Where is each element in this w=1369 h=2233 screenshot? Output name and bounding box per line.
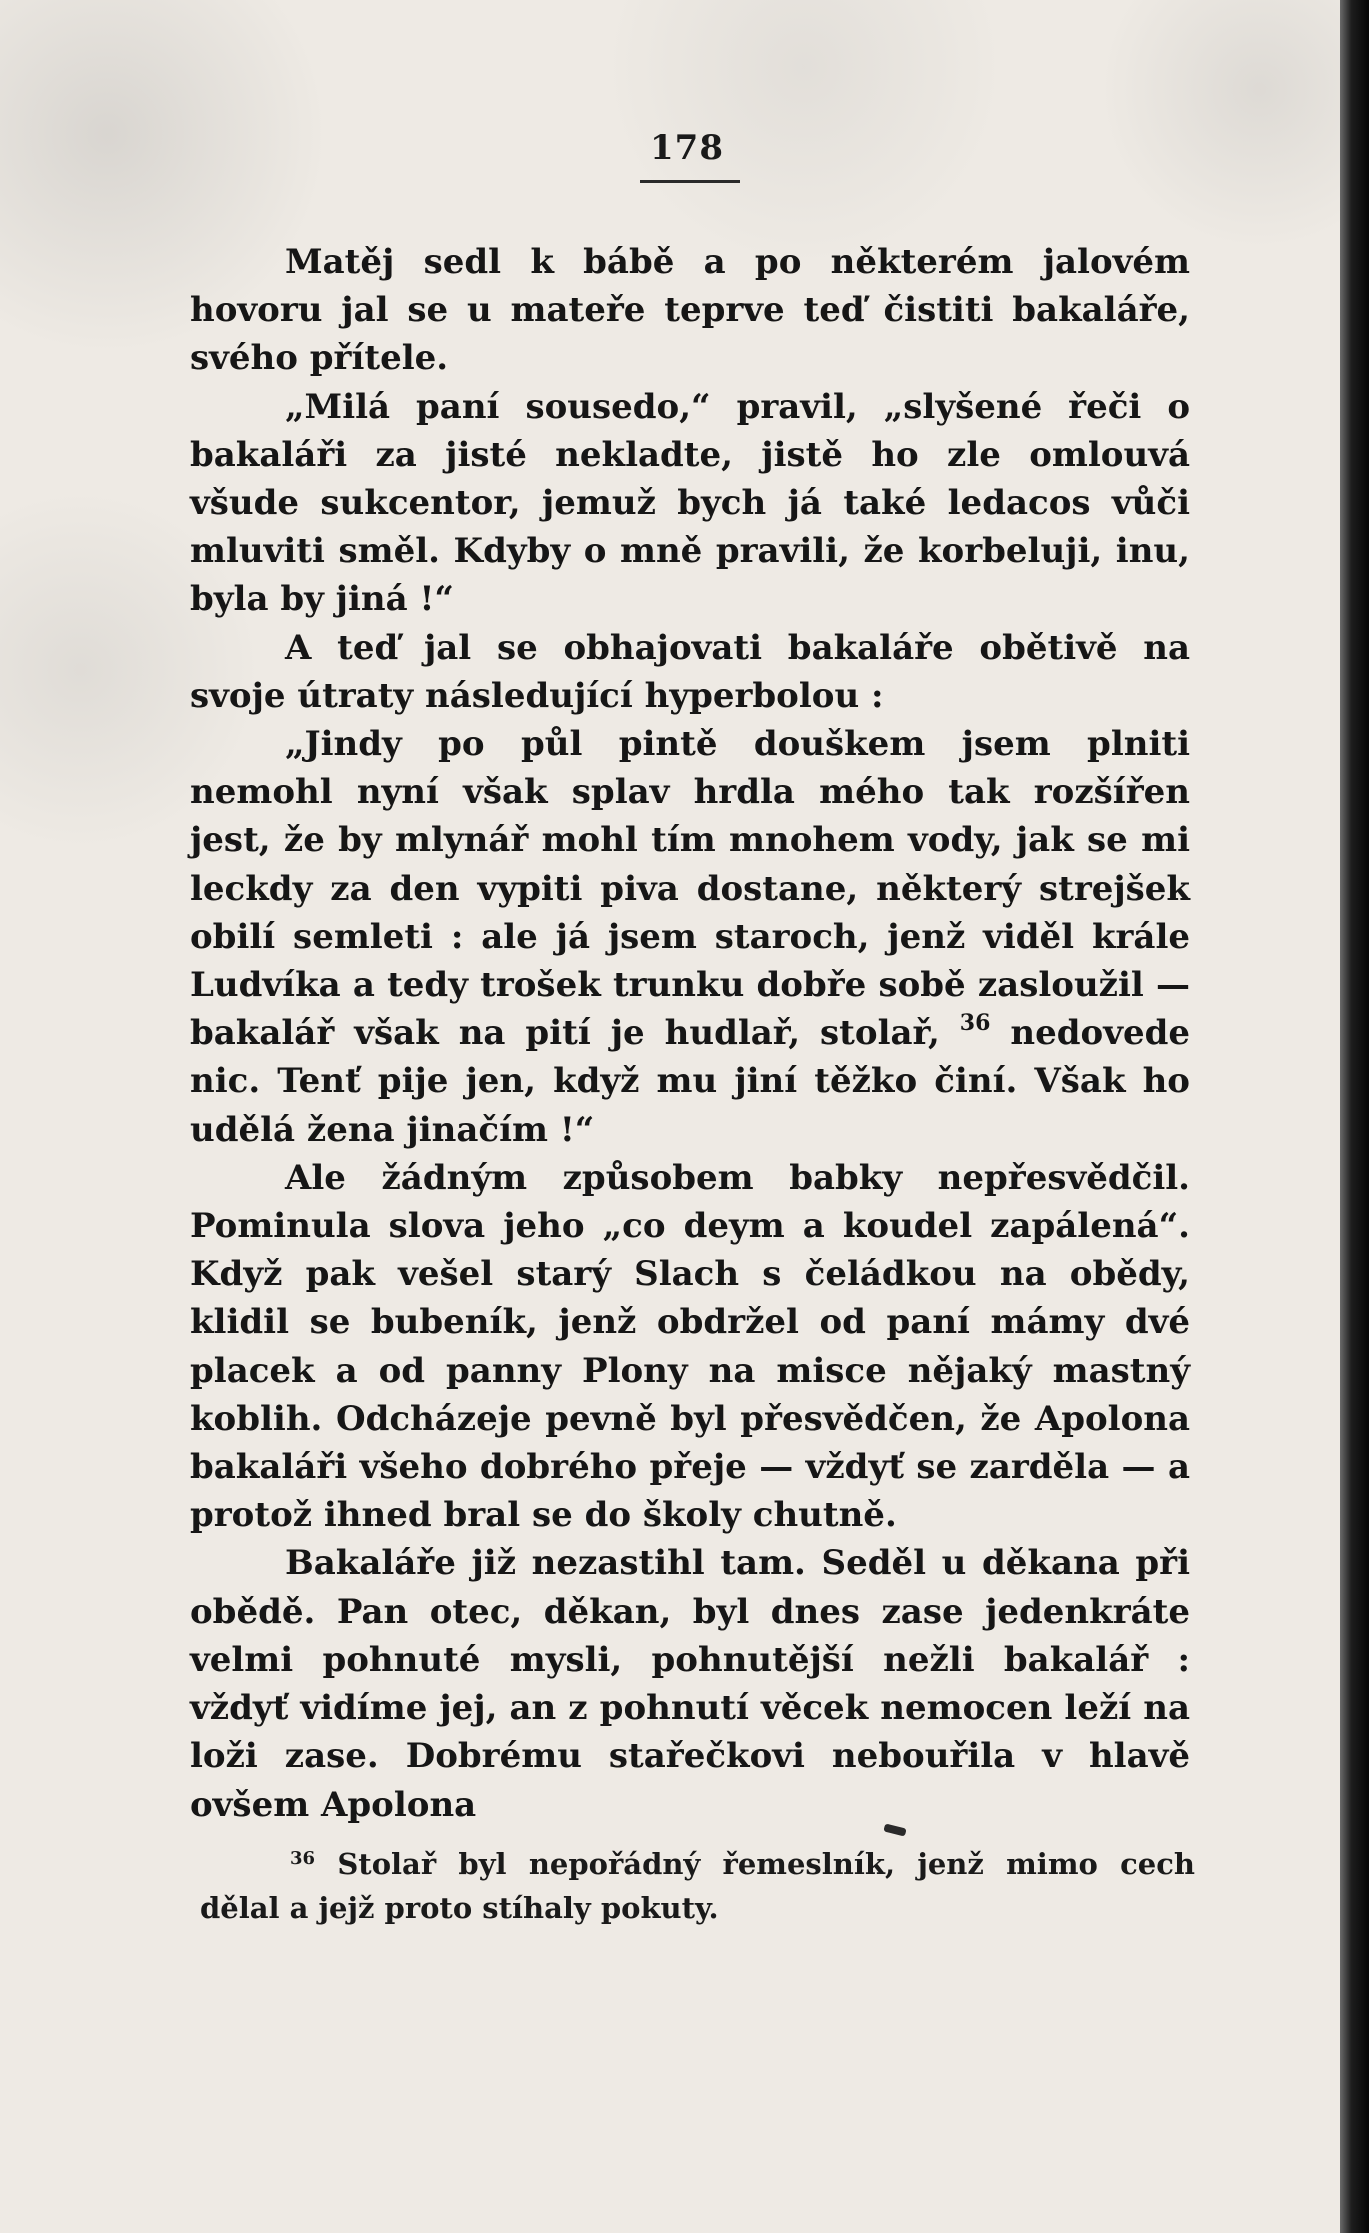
paragraph-3: A teď jal se obhajovati bakaláře obětivě na svoje útraty následující hyperbolou : bbox=[190, 627, 1190, 716]
scan-edge-shadow bbox=[1340, 0, 1369, 2233]
paragraph-5: Ale žádným způsobem babky nepřesvědčil. Pominula slova jeho „co deym a koudel zapálená“. Když pak vešel starý Slach s čeládkou na obědy, klidil se bubeník, jenž obdržel od paní mámy dvé placek a od panny Plony na misce nějaký mastný koblih. Odcházeje pevně byl přesvědčen, že Apolona bakaláři všeho dobrého přeje — vždyť se zarděla — a protož ihned bral se do školy chutně. bbox=[190, 1157, 1190, 1536]
paragraph-6: Bakaláře již nezastihl tam. Seděl u děkana při obědě. Pan otec, děkan, byl dnes zase jedenkráte velmi pohnuté mysli, pohnutější nežli bakalář : vždyť vidíme jej, an z pohnutí věcek nemocen leží na loži zase. Dobrému stařečkovi nebouřila v hlavě ovšem Apolona bbox=[190, 1543, 1190, 1825]
paragraph-1: Matěj sedl k bábě a po některém jalovém hovoru jal se u mateře teprve teď čistiti bakaláře, svého přítele. bbox=[190, 242, 1190, 379]
paragraph-4-text-before: „Jindy po půl pintě douškem jsem plniti nemohl nyní však splav hrdla mého tak rozšířen jest, že by mlynář mohl tím mnohem vody, jak se mi leckdy za den vypiti piva dostane, některý strejšek obilí semleti : ale já jsem staroch, jenž viděl krále Ludvíka a tedy trošek trunku dobře sobě zasloužil — bakalář však na pití je hudlař, stolař, bbox=[190, 724, 1190, 1054]
footnote-text: Stolař byl nepořádný řemeslník, jenž mimo cech dělal a jejž proto stíhaly pokuty. bbox=[200, 1847, 1195, 1925]
paragraph-4-text-after: nedovede nic. Tenť pije jen, když mu jiní těžko činí. Však ho udělá žena jinačím !“ bbox=[190, 1013, 1190, 1150]
page-number-rule bbox=[640, 180, 740, 183]
footnote-number: 36 bbox=[290, 1848, 316, 1869]
footnote bbox=[200, 1842, 1195, 1930]
paragraph-2: „Milá paní sousedo,“ pravil, „slyšené řeči o bakaláři za jisté nekladte, jistě ho zle omlouvá všude sukcentor, jemuž bych já také ledacos vůči mluviti směl. Kdyby o mně pravili, že korbeluji, inu, byla by jiná !“ bbox=[190, 386, 1190, 620]
footnote-paragraph bbox=[200, 1842, 1195, 1930]
footnote-reference: 36 bbox=[959, 1010, 991, 1037]
page-number: 178 bbox=[650, 128, 724, 168]
paragraph-4 bbox=[190, 720, 1190, 1154]
body-text bbox=[190, 238, 1190, 1829]
